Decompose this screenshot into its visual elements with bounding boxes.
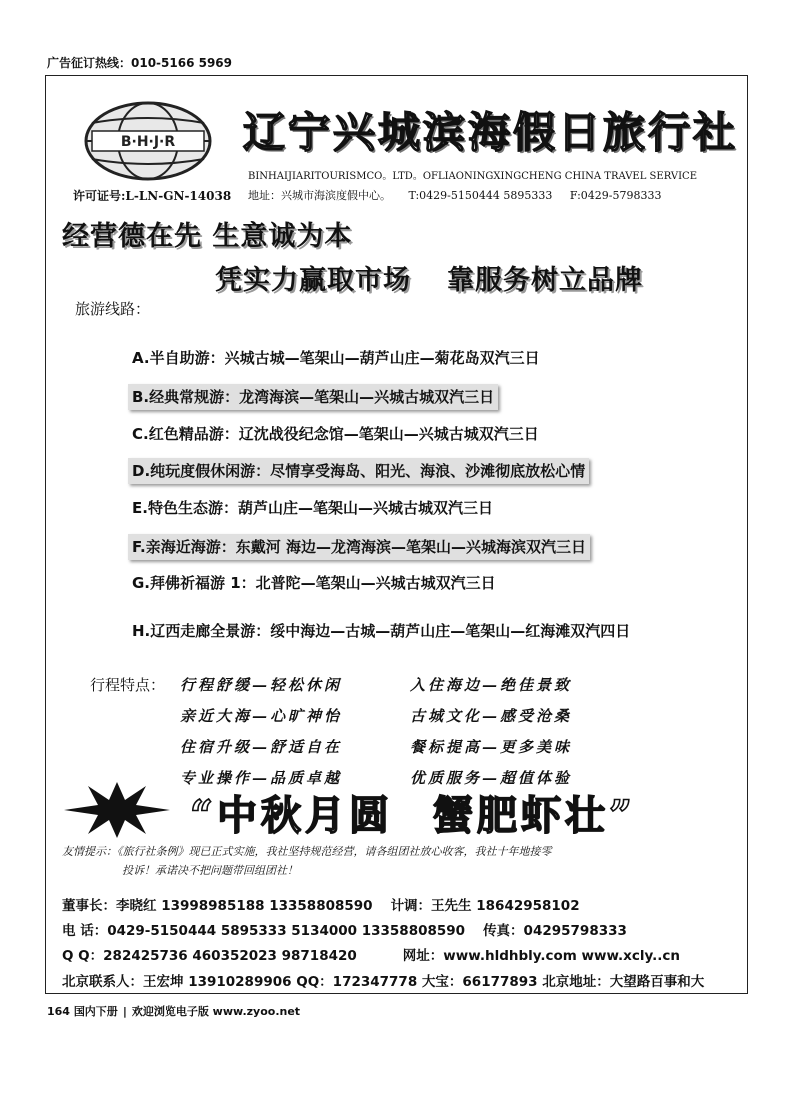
features-title: 行程特点： xyxy=(90,676,166,694)
friendly-tips xyxy=(62,842,752,880)
tips-line-2: 投诉！承诺决不把问题带回组团社！ xyxy=(122,864,298,877)
dispatcher-contact: 计调：王先生 18642958102 xyxy=(390,898,580,914)
slogan-2b: 靠服务树立品牌 xyxy=(447,265,643,296)
feature-item: 行程舒缓—轻松休闲 xyxy=(180,676,343,694)
route-f: F.亲海近海游：东戴河 海边—龙湾海滨—笔架山—兴城海滨双汽三日 xyxy=(128,534,590,560)
contact-row-3 xyxy=(62,944,680,964)
page-number: 164 xyxy=(47,1005,70,1018)
feature-item: 餐标提高—更多美味 xyxy=(410,738,573,756)
page-footer: 164 国内下册 | 欢迎浏览电子版 www.zyoo.net xyxy=(47,1005,301,1018)
globe-logo-icon xyxy=(78,99,218,183)
license-number: 许可证号:L-LN-GN-14038 xyxy=(73,189,232,203)
starburst-icon xyxy=(62,780,172,840)
website-links: 网址：www.hldhbly.com www.xcly..cn xyxy=(402,948,680,964)
contact-row-4: 北京联系人：王宏坤 13910289906 QQ：172347778 大宝：66177893 北京地址：大望路百事和大 xyxy=(62,974,705,990)
banner-part-b: 蟹肥虾壮” xyxy=(433,792,637,839)
agency-address-line xyxy=(248,187,676,203)
feature-item: 古城文化—感受沧桑 xyxy=(410,707,573,725)
contact-row-1 xyxy=(62,894,580,914)
feature-item: 专业操作—品质卓越 xyxy=(180,769,343,787)
mid-autumn-banner xyxy=(190,784,636,841)
agency-name: 辽宁兴城滨海假日旅行社 xyxy=(243,108,739,157)
agency-english-name: BINHAIJIARITOURISMCO。LTD。OFLIAONINGXINGCHENG CHINA TRAVEL SERVICE xyxy=(248,171,697,182)
route-d: D.纯玩度假休闲游：尽情享受海岛、阳光、海浪、沙滩彻底放松心情 xyxy=(128,458,589,484)
telephone: T:0429-5150444 5895333 xyxy=(408,189,553,202)
routes-title: 旅游线路： xyxy=(75,300,151,318)
fax: F:0429-5798333 xyxy=(569,189,662,202)
tips-line-1: 友情提示：《旅行社条例》现已正式实施，我社坚持规范经营，请各组团社放心收客，我社十年地接零 xyxy=(62,845,552,858)
route-c: C.红色精品游：辽沈战役纪念馆—笔架山—兴城古城双汽三日 xyxy=(132,425,539,443)
section-label: 国内下册 xyxy=(73,1005,118,1018)
address: 地址：兴城市海滨度假中心。 xyxy=(248,189,391,202)
chairman-contact: 董事长：李晓红 13998985188 13358808590 xyxy=(62,898,373,914)
route-h: H.辽西走廊全景游：绥中海边—古城—葫芦山庄—笔架山—红海滩双汽四日 xyxy=(132,622,631,640)
banner-part-a: “中秋月圆 xyxy=(190,792,394,839)
fax-number: 传真：04295798333 xyxy=(483,923,627,939)
slogan-line-2 xyxy=(215,258,643,297)
phone-numbers: 电 话：0429-5150444 5895333 5134000 13358808590 xyxy=(62,923,466,939)
feature-item: 优质服务—超值体验 xyxy=(410,769,573,787)
contact-row-2 xyxy=(62,919,627,939)
feature-item: 住宿升级—舒适自在 xyxy=(180,738,343,756)
slogan-line-1: 经营德在先 生意诚为本 xyxy=(62,221,353,252)
route-a: A.半自助游：兴城古城—笔架山—葫芦山庄—菊花岛双汽三日 xyxy=(132,349,540,367)
qq-numbers: Q Q：282425736 460352023 98718420 xyxy=(62,948,357,964)
slogan-2a: 凭实力赢取市场 xyxy=(215,265,411,296)
route-e: E.特色生态游：葫芦山庄—笔架山—兴城古城双汽三日 xyxy=(132,499,493,517)
ad-hotline: 广告征订热线：010-5166 5969 xyxy=(47,56,233,70)
route-b: B.经典常规游：龙湾海滨—笔架山—兴城古城双汽三日 xyxy=(128,384,498,410)
feature-item: 亲近大海—心旷神怡 xyxy=(180,707,343,725)
footer-note: 欢迎浏览电子版 www.zyoo.net xyxy=(131,1005,301,1018)
feature-item: 入住海边—绝佳景致 xyxy=(410,676,573,694)
logo-letters: B·H·J·R xyxy=(120,134,176,150)
route-g: G.拜佛祈福游 1：北普陀—笔架山—兴城古城双汽三日 xyxy=(132,574,496,592)
